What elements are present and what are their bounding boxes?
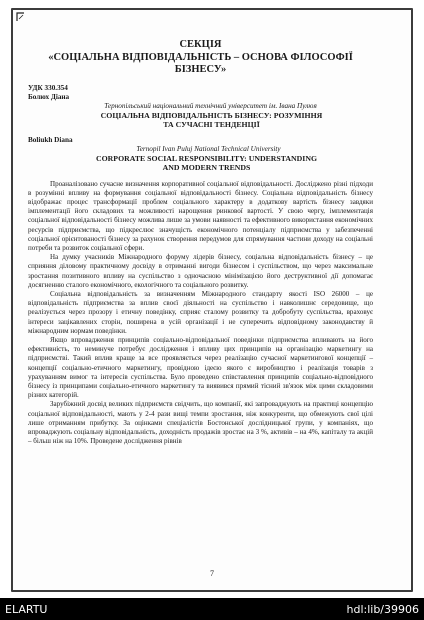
article-title-en [28,154,373,173]
article-body [28,180,373,447]
article-title-ua [28,111,373,130]
body-paragraph: Якщо впровадження принципів соціально-відповідальної поведінки підприємства впливають на його ефективність, то неминуче потребує дослідження і впливу цих принципів на організацію маркетингу на підприємстві. Такий вплив краще за все проявляється через реалізацію сучасної маркетингової концепції – концепції соціально-етичного маркетингу, провідною ідеєю якого є виробництво і реалізація товарів з урахуванням вимог та інтересів суспільства. Було проведено співставлення принципів соціально-відповідного бізнесу із принципами соціально-етичного маркетингу та виявився прямий тісний зв'язок між цими складовими різних категорій. [28,335,373,400]
section-title-line: «СОЦІАЛЬНА ВІДПОВІДАЛЬНІСТЬ – ОСНОВА ФІЛОСОФІЇ [48,51,353,63]
body-paragraph: Проаналізовано сучасне визначення корпоративної соціальної відповідальності. Досліджено різні підходи в розумінні впливу на формування соціальної відповідальності бізнесу. Соціальна відповідальність бізнесу відображає процес трансформації проблем соціального характеру в додаткову вартість бізнесу завдяки імплементації його складових та можливості нарощення ринкової вартості. У свою чергу, імплементація соціальної відповідальності бізнесу можлива лише за умови наявності та ефективного використання економічних ресурсів підприємства, що підкреслює значущість економічного потенціалу підприємства у забезпеченні соціальної орієнтованості бізнесу за рахунок створення передумов для спрямування частини доходу на соціальні потреби та розвиток соціальної сфери. [28,179,373,252]
article-title-line: CORPORATE SOCIAL RESPONSIBILITY: UNDERSTANDING [95,153,318,163]
body-paragraph: Соціальна відповідальність за визначенням Міжнародного стандарту якості ISO 26000 – це відповідальність підприємства за вплив своєї діяльності на суспільство і навколишнє середовище, що реалізується через прозору і етичну поведінку, сприяє сталому розвитку та добробуту суспільства, враховує інтереси зацікавлених сторін, поширена в усій організації і не суперечить відповідному законодавству й міжнародним нормам поведінки. [28,289,373,335]
footer-repository-label: ELARTU [5,602,48,616]
article-content [28,39,373,446]
affiliation-ua: Тернопільський національний технічний університет ім. Івана Пулюя [104,101,317,110]
section-title-line: БІЗНЕСУ» [174,64,227,75]
page-corner-icon [16,12,25,22]
article-title-line: ТА СУЧАСНІ ТЕНДЕНЦІЇ [163,120,260,129]
author-name-ua: Болюх Діана [28,92,70,101]
footer-bar [0,598,424,620]
section-title [28,39,373,77]
author-name-en: Boliukh Diana [28,135,73,144]
article-title-line: СОЦІАЛЬНА ВІДПОВІДАЛЬНІСТЬ БІЗНЕСУ: РОЗУМІННЯ [100,110,323,120]
article-title-line: AND MODERN TRENDS [162,163,251,172]
section-title-line: СЕКЦІЯ [179,39,222,50]
footer-handle-label: hdl:lib/39906 [346,602,419,616]
body-paragraph: На думку учасників Міжнародного форуму лідерів бізнесу, соціальна відповідальність бізнесу – це сприяння діловому практичному досвіду в отриманні вигоди бізнесом і суспільством, що через максимальне зростання позитивного впливу на суспільство з одночасною мінімізацією його деструктивної дії допомагає досягненню сталого економічного, екологічного та соціального розвитку. [28,253,373,289]
affiliation-en: Ternopil Ivan Puluj National Technical University [136,144,281,153]
udk-code: УДК 330.354 [28,83,68,92]
page-number: 7 [210,569,214,578]
body-paragraph: Зарубіжний досвід великих підприємств свідчить, що компанії, які запроваджують на практиці концепцію соціальної відповідальності, мають у 2-4 рази вищі темпи зростання, ніж конкуренти, що обмежують свої цілі лише отриманням прибутку. За оцінками спеціалістів Бостонської дослідницької групи, у компаніях, що впроваджують соціальну відповідальність, доходність продажів зростає на 3 %, активів – на 4%, капіталу та акцій – більш ніж на 10%. Проведене дослідження рівнів [28,400,373,446]
